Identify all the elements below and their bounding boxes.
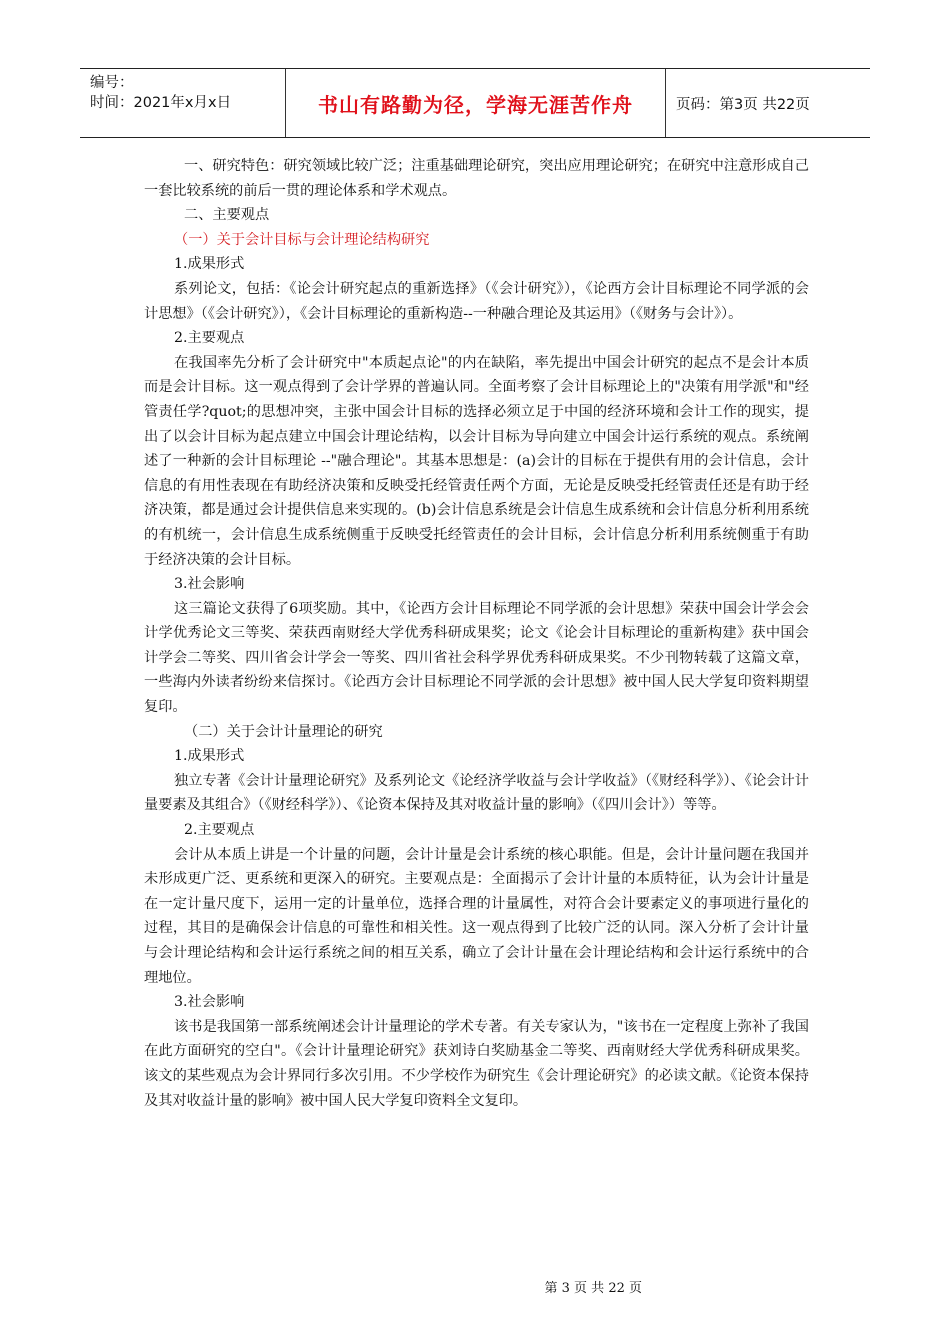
document-number-label: 编号： xyxy=(90,75,134,91)
paragraph-research-features: 一、研究特色：研究领域比较广泛；注重基础理论研究，突出应用理论研究；在研究中注意形成自己一套比较系统的前后一贯的理论体系和学术观点。 xyxy=(144,158,809,199)
paragraph-output-form-2: 独立专著《会计计量理论研究》及系列论文《论经济学收益与会计学收益》（《财经科学》）、《论会计计量要素及其组合》（《财经科学》）、《论资本保持及其对收益计量的影响》（《四川会计》）等等。 xyxy=(144,772,809,814)
subheading-social-impact-2: 3.社会影响 xyxy=(174,994,245,1011)
paragraph-social-impact: 这三篇论文获得了6项奖励。其中，《论西方会计目标理论不同学派的会计思想》荣获中国会计学会会计学优秀论文三等奖、荣获西南财经大学优秀科研成果奖；论文《论会计目标理论的重新构建》获中国会计学会二等奖、四川省会计学会一等奖、四川省社会科学界优秀科研成果奖。不少刊物转载了这篇文章，一些海内外读者纷纷来信探讨。《论西方会计目标理论不同学派的会计思想》被中国人民大学复印资料期望复印。 xyxy=(144,600,809,716)
subheading-social-impact: 3.社会影响 xyxy=(174,576,245,593)
paragraph-output-form: 系列论文，包括：《论会计研究起点的重新选择》（《会计研究》），《论西方会计目标理论不同学派的会计思想》（《会计研究》），《会计目标理论的重新构造--一种融合理论及其运用》（《财务与会计》）。 xyxy=(144,280,809,322)
subheading-main-views-2: 2.主要观点 xyxy=(184,822,255,839)
header-motto: 书山有路勤为径，学海无涯苦作舟 xyxy=(286,69,666,137)
section-title-measurement-theory: （二）关于会计计量理论的研究 xyxy=(184,723,383,740)
header-meta xyxy=(80,69,286,137)
subheading-main-views: 2.主要观点 xyxy=(174,330,245,347)
page-footer: 第 3 页 共 22 页 xyxy=(544,1281,642,1296)
heading-main-views: 二、主要观点 xyxy=(184,207,270,224)
section-title-accounting-objectives: （一）关于会计目标与会计理论结构研究 xyxy=(174,231,430,248)
document-date-label: 时间：2021年x月x日 xyxy=(90,95,232,111)
document-body xyxy=(144,154,809,1113)
subheading-output-form: 1.成果形式 xyxy=(174,256,245,273)
paragraph-main-views-2: 会计从本质上讲是一个计量的问题，会计计量是会计系统的核心职能。但是，会计计量问题在我国并未形成更广泛、更系统和更深入的研究。主要观点是：全面揭示了会计计量的本质特征，认为会计计量是在一定计量尺度下，运用一定的计量单位，选择合理的计量属性，对符合会计要素定义的事项进行量化的过程，其目的是确保会计信息的可靠性和相关性。这一观点得到了比较广泛的认同。深入分析了会计计量与会计理论结构和会计运行系统之间的相互关系，确立了会计计量在会计理论结构和会计运行系统中的合理地位。 xyxy=(144,846,809,986)
subheading-output-form-2: 1.成果形式 xyxy=(174,748,245,765)
paragraph-social-impact-2: 该书是我国第一部系统阐述会计计量理论的学术专著。有关专家认为，"该书在一定程度上弥补了我国在此方面研究的空白"。《会计计量理论研究》获刘诗白奖励基金二等奖、西南财经大学优秀科研成果奖。该文的某些观点为会计界同行多次引用。不少学校作为研究生《会计理论研究》的必读文献。《论资本保持及其对收益计量的影响》被中国人民大学复印资料全文复印。 xyxy=(144,1018,809,1109)
header-page-label: 页码：第3页 共22页 xyxy=(676,96,810,113)
paragraph-main-views: 在我国率先分析了会计研究中"本质起点论"的内在缺陷，率先提出中国会计研究的起点不是会计本质而是会计目标。这一观点得到了会计学界的普遍认同。全面考察了会计目标理论上的"决策有用学派"和"经管责任学?quot;的思想冲突，主张中国会计目标的选择必须立足于中国的经济环境和会计工作的现实，提出了以会计目标为起点建立中国会计理论结构，以会计目标为导向建立中国会计运行系统的观点。系统阐述了一种新的会计目标理论 --"融合理论"。其基本思想是：(a)会计的目标在于提供有用的会计信息，会计信息的有用性表现在有助经济决策和反映受托经管责任两个方面，无论是反映受托经管责任还是有助于经济决策，都是通过会计提供信息来实现的。(b)会计信息系统是会计信息生成系统和会计信息分析利用系统的有机统一，会计信息生成系统侧重于反映受托经管责任的会计目标，会计信息分析利用系统侧重于有助于经济决策的会计目标。 xyxy=(144,354,809,568)
page-header xyxy=(80,68,870,138)
